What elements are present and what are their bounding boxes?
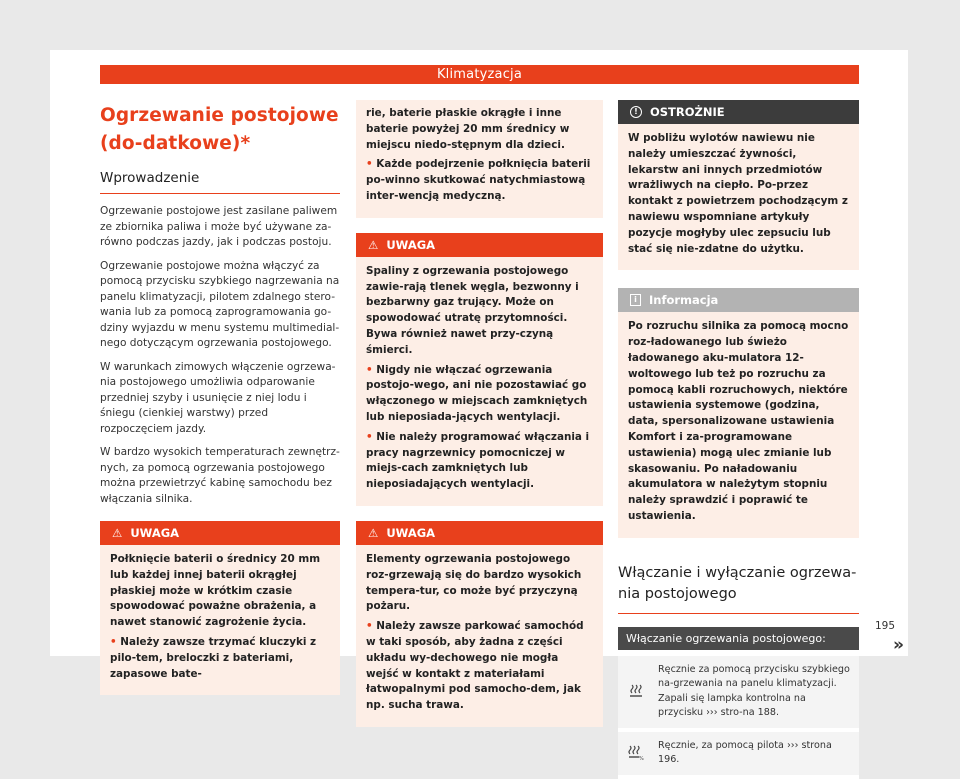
warning-triangle-icon: ⚠	[368, 525, 379, 540]
caution-text: W pobliżu wylotów nawiewu nie należy umieszczać żywności, lekarstw ani innych przedmiotów wrażliwych na ciepło. Po-przez kontakt z powietrzem pochodzącym z nawiewu wspomniane artykuły pozycje mogłyby ulec zepsuciu lub stać się nie-zdatne do użytku.	[628, 132, 848, 255]
column-3	[618, 100, 859, 779]
caution-circle-icon: !	[630, 106, 642, 118]
warning-box-header	[100, 521, 340, 545]
warning-triangle-icon: ⚠	[112, 526, 123, 540]
page-number: 195	[875, 620, 896, 632]
paragraph: Ogrzewanie postojowe jest zasilane paliwem ze zbiornika paliwa i może być używane za-równo podczas jazdy, jak i podczas postoju.	[100, 205, 338, 248]
warning-title: UWAGA	[386, 237, 436, 252]
warning-box-body	[356, 257, 603, 506]
warning-text: rie, baterie płaskie okrągłe i inne baterie powyżej 20 mm średnicy w miejscu niedo-stępnym dla dzieci.	[366, 107, 570, 151]
caution-box	[618, 100, 859, 270]
warning-text: Połknięcie baterii o średnicy 20 mm lub każdej innej baterii okrągłej płaskiej może w krótkim czasie spowodować poważne obrażenia, a nawet stanowić zagrożenie życia.	[110, 553, 321, 629]
info-title: Informacja	[649, 293, 719, 308]
table-row-text: Ręcznie, za pomocą pilota ››› strona 196.	[658, 739, 832, 766]
column-1	[100, 100, 340, 695]
warning-box-body	[356, 100, 603, 218]
warning-title: UWAGA	[386, 525, 436, 540]
warning-bullet: • Każde podejrzenie połknięcia baterii po-winno skutkować natychmiastową inter-wencją medyczną.	[366, 158, 591, 202]
warning-box	[100, 521, 340, 695]
heater-remote-icon	[618, 732, 654, 775]
warning-box-body	[356, 545, 603, 727]
warning-box	[356, 233, 603, 506]
paragraph: W bardzo wysokich temperaturach zewnętrz-nych, za pomocą ogrzewania postojowego można przewietrzyć kabinę samochodu bez włączania silnika.	[100, 446, 340, 505]
paragraph: Ogrzewanie postojowe można włączyć za pomocą przycisku szybkiego nagrzewania na panelu klimatyzacji, pilotem zdalnego stero-wania lub za pomocą zaprogramowania go-dziny wyjazdu w menu systemu multimedial-nego dotyczącym ogrzewania postojowego.	[100, 259, 340, 349]
warning-bullet: • Należy zawsze parkować samochód w taki sposób, aby żadna z części układu wy-dechowego nie mogła wejść w kontakt z materiałami łatwopalnymi pod samocho-dem, jak np. sucha trawa.	[366, 620, 584, 712]
section-subtitle: Wprowadzenie	[100, 169, 340, 194]
warning-box-header	[356, 233, 603, 257]
info-box	[618, 288, 859, 537]
caution-box-header	[618, 100, 859, 124]
table-row	[618, 656, 859, 732]
page	[50, 50, 908, 766]
warning-box-header	[356, 521, 603, 545]
heater-icon	[618, 656, 654, 728]
info-box-body	[618, 312, 859, 537]
paragraph: W warunkach zimowych włączenie ogrzewa-nia postojowego umożliwia odparowanie przedniej szyby i usunięcie z niej lodu i śniegu (cienkiej warstwy) przed rozpoczęciem jazdy.	[100, 360, 336, 435]
caution-box-body	[618, 124, 859, 270]
svg-text:%: %	[639, 756, 644, 763]
info-box-header	[618, 288, 859, 312]
next-page-indicator: »	[893, 635, 904, 655]
warning-bullet: • Nigdy nie włączać ogrzewania postojo-wego, ani nie pozostawiać go włączonego w miejscach zamkniętych lub nieposiada-jących wentylacji.	[366, 363, 588, 423]
warning-box-continued	[356, 100, 603, 218]
table-row	[618, 732, 859, 779]
warning-box-body	[100, 545, 340, 695]
warning-triangle-icon: ⚠	[368, 237, 379, 252]
table-header: Włączanie ogrzewania postojowego:	[618, 627, 859, 650]
page-title: Ogrzewanie postojowe (do-datkowe)*	[100, 105, 339, 154]
warning-text: Spaliny z ogrzewania postojowego zawie-rają tlenek węgla, bezwonny i bezbarwny gaz trujący. Może on spowodować utratę przytomności. Bywa również nawet przy-czyną śmierci.	[366, 264, 579, 356]
chapter-header: Klimatyzacja	[100, 65, 859, 84]
info-icon: i	[630, 294, 641, 306]
warning-box	[356, 521, 603, 727]
warning-bullet: • Nie należy programować włączania i pracy nagrzewnicy pomocniczej w miejs-cach zamkniętych lub nieposiadających wentylacji.	[366, 430, 590, 491]
info-text: Po rozruchu silnika za pomocą mocno roz-ładowanego lub świeżo ładowanego aku-mulatora 12-woltowego lub też po rozruchu za pomocą kabli rozruchowych, niektóre ustawienia systemowe (godzina, data, spersonalizowane ustawienia Komfort i za-programowane ustawienia) mogą ulec zmianie lub skasowaniu. Po naładowaniu akumulatora w należytym stopniu należy sprawdzić i poprawić te ustawienia.	[628, 320, 849, 522]
warning-text: Elementy ogrzewania postojowego roz-grzewają się do bardzo wysokich tempera-tur, co może być przyczyną pożaru.	[366, 552, 582, 613]
warning-bullet: • Należy zawsze trzymać kluczyki z pilo-tem, breloczki z bateriami, zapasowe bate-	[110, 635, 317, 680]
caution-title: OSTROŻNIE	[650, 105, 725, 119]
column-2	[356, 100, 603, 727]
warning-title: UWAGA	[130, 526, 180, 540]
table-row-text: Ręcznie za pomocą przycisku szybkiego na-grzewania na panelu klimatyzacji. Zapali się lampka kontrolna na przycisku ››› stro-na 188.	[658, 663, 850, 719]
section-title: Włączanie i wyłączanie ogrzewa-nia postojowego	[618, 563, 859, 614]
heater-table	[618, 627, 859, 779]
